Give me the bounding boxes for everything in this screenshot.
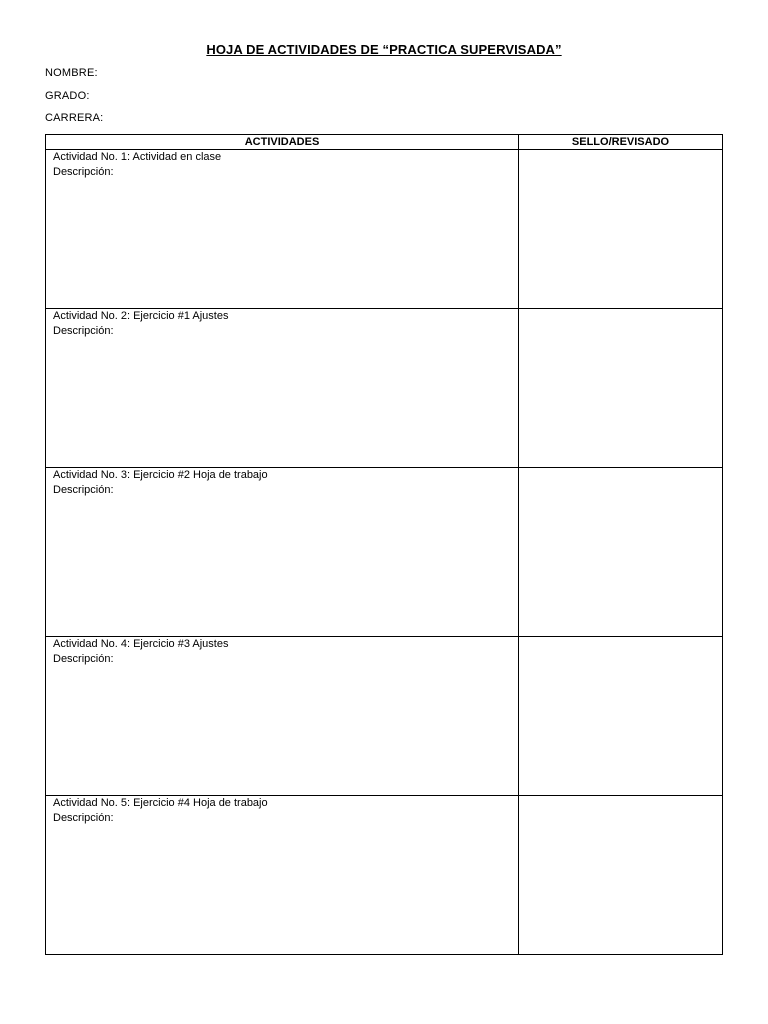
activity-description-label: Descripción: <box>53 653 114 665</box>
activity-cell <box>46 796 519 955</box>
header-sello-revisado: SELLO/REVISADO <box>519 135 723 150</box>
activity-description-label: Descripción: <box>53 166 114 178</box>
stamp-cell <box>519 796 723 955</box>
table-row <box>46 309 723 468</box>
activities-table <box>45 134 723 955</box>
table-row <box>46 637 723 796</box>
activity-title: Actividad No. 2: Ejercicio #1 Ajustes <box>53 310 229 322</box>
field-carrera-label: CARRERA: <box>45 112 104 124</box>
table-row <box>46 150 723 309</box>
table-row <box>46 796 723 955</box>
header-actividades: ACTIVIDADES <box>46 135 519 150</box>
activity-cell <box>46 309 519 468</box>
activity-cell <box>46 637 519 796</box>
table-row <box>46 468 723 637</box>
activity-title: Actividad No. 3: Ejercicio #2 Hoja de trabajo <box>53 469 268 481</box>
activity-cell <box>46 150 519 309</box>
document-title: HOJA DE ACTIVIDADES DE “PRACTICA SUPERVISADA” <box>206 42 562 57</box>
stamp-cell <box>519 309 723 468</box>
stamp-cell <box>519 637 723 796</box>
field-nombre-label: NOMBRE: <box>45 67 98 79</box>
activity-description-label: Descripción: <box>53 325 114 337</box>
activity-description-label: Descripción: <box>53 484 114 496</box>
activity-title: Actividad No. 4: Ejercicio #3 Ajustes <box>53 638 229 650</box>
stamp-cell <box>519 150 723 309</box>
activity-description-label: Descripción: <box>53 812 114 824</box>
activity-cell <box>46 468 519 637</box>
stamp-cell <box>519 468 723 637</box>
activity-title: Actividad No. 5: Ejercicio #4 Hoja de trabajo <box>53 797 268 809</box>
activity-title: Actividad No. 1: Actividad en clase <box>53 151 222 163</box>
field-grado-label: GRADO: <box>45 90 90 102</box>
table-header-row <box>46 135 723 150</box>
